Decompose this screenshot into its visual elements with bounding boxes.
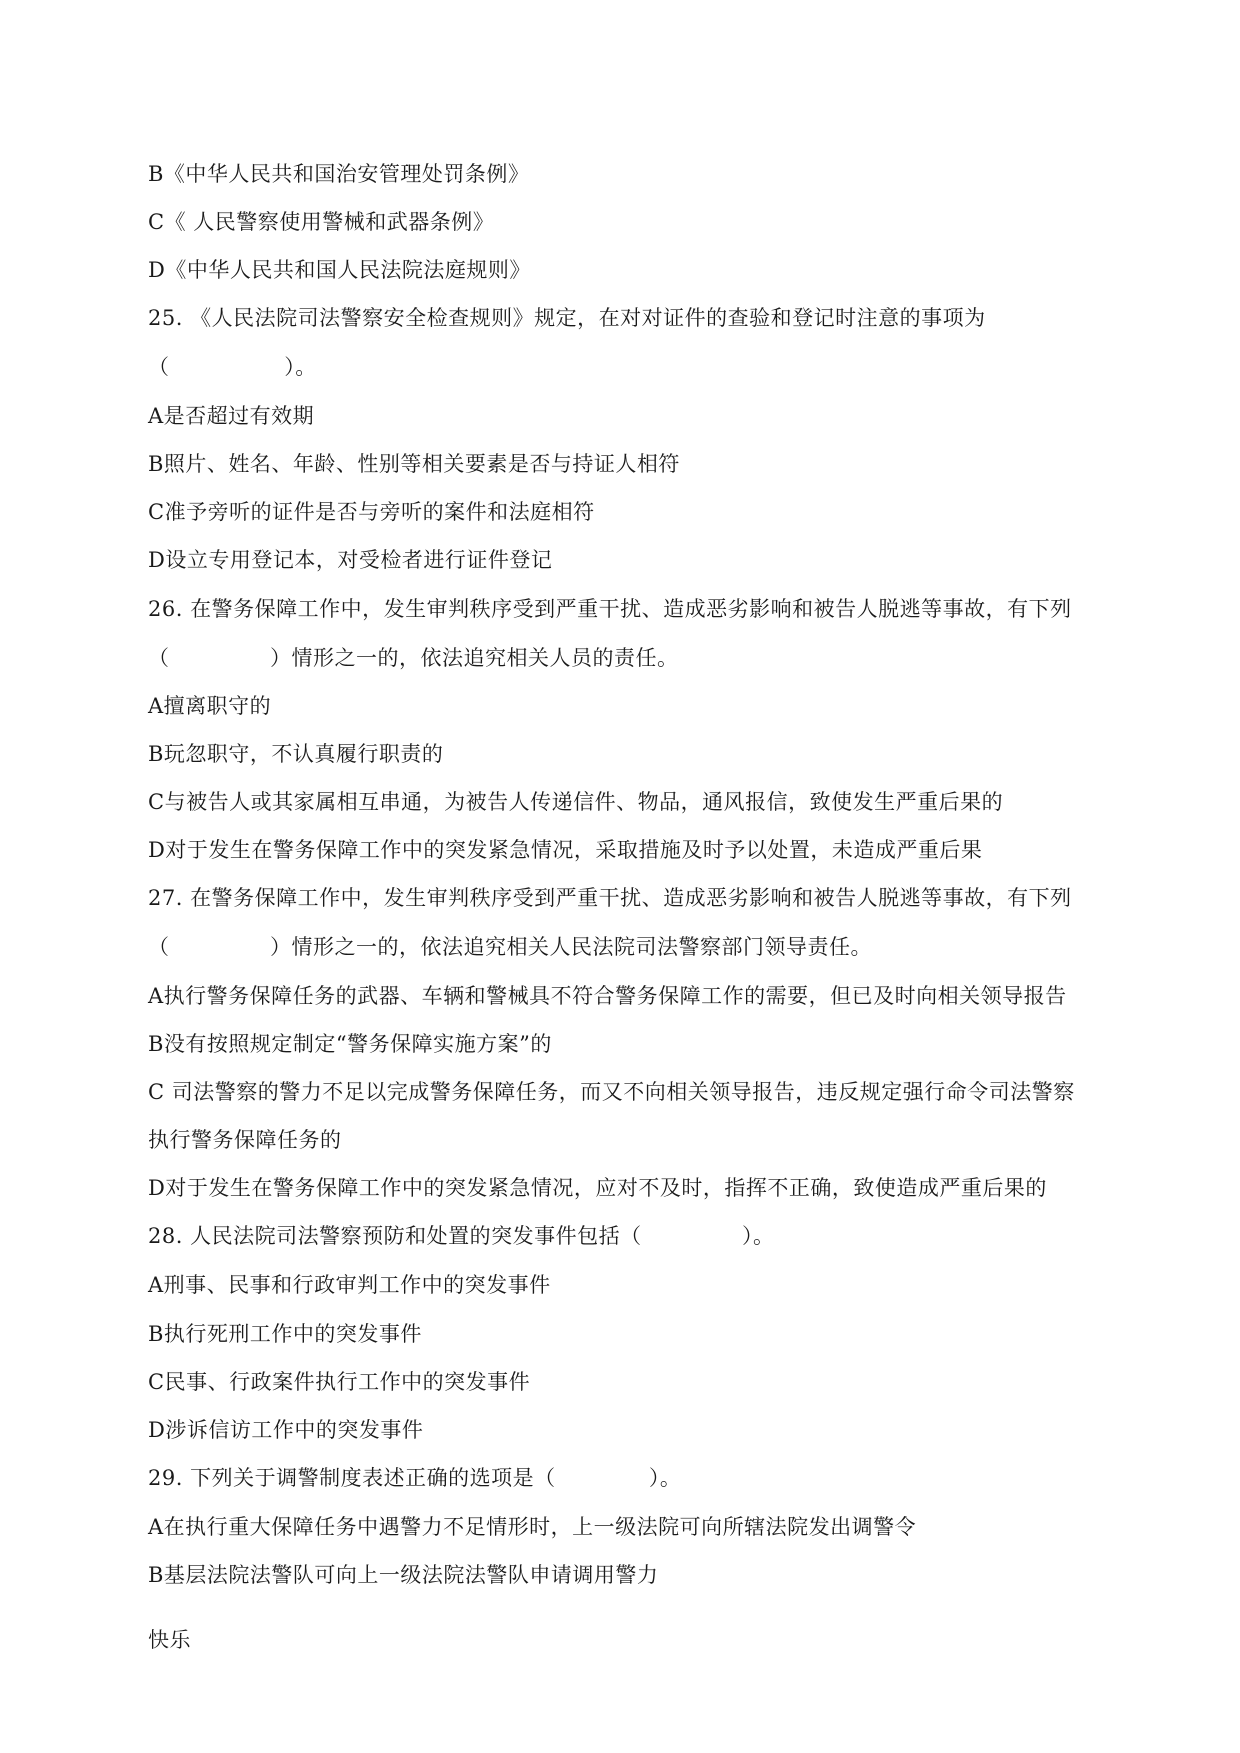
option-b-27: B没有按照规定制定“警务保障实施方案”的 xyxy=(148,1032,552,1056)
option-d-25: D设立专用登记本，对受检者进行证件登记 xyxy=(148,548,553,572)
option-d-24: D《中华人民共和国人民法院法庭规则》 xyxy=(148,258,531,282)
question-26-cont: （ ）情形之一的，依法追究相关人员的责任。 xyxy=(148,646,679,670)
question-27-cont: （ ）情形之一的，依法追究相关人民法院司法警察部门领导责任。 xyxy=(148,935,872,959)
option-c-24: C《 人民警察使用警械和武器条例》 xyxy=(148,210,495,234)
question-28: 28. 人民法院司法警察预防和处置的突发事件包括（ ）。 xyxy=(148,1224,775,1248)
option-b-24: B《中华人民共和国治安管理处罚条例》 xyxy=(148,162,530,186)
question-25: 25. 《人民法院司法警察安全检查规则》规定，在对对证件的查验和登记时注意的事项为 xyxy=(148,306,986,330)
option-a-28: A刑事、民事和行政审判工作中的突发事件 xyxy=(148,1273,551,1297)
option-c-27: C 司法警察的警力不足以完成警务保障任务，而又不向相关领导报告，违反规定强行命令司法警察 xyxy=(148,1080,1075,1104)
option-b-26: B玩忽职守，不认真履行职责的 xyxy=(148,742,444,766)
page-footer: 快乐 xyxy=(148,1628,191,1652)
option-b-25: B照片、姓名、年龄、性别等相关要素是否与持证人相符 xyxy=(148,452,680,476)
option-d-27: D对于发生在警务保障工作中的突发紧急情况，应对不及时，指挥不正确，致使造成严重后果的 xyxy=(148,1176,1047,1200)
question-27: 27. 在警务保障工作中，发生审判秩序受到严重干扰、造成恶劣影响和被告人脱逃等事故，有下列 xyxy=(148,886,1072,910)
option-d-26: D对于发生在警务保障工作中的突发紧急情况，采取措施及时予以处置，未造成严重后果 xyxy=(148,838,983,862)
option-c-27-cont: 执行警务保障任务的 xyxy=(148,1128,342,1152)
question-26: 26. 在警务保障工作中，发生审判秩序受到严重干扰、造成恶劣影响和被告人脱逃等事故，有下列 xyxy=(148,597,1072,621)
option-a-29: A在执行重大保障任务中遇警力不足情形时，上一级法院可向所辖法院发出调警令 xyxy=(148,1515,917,1539)
option-b-29: B基层法院法警队可向上一级法院法警队申请调用警力 xyxy=(148,1563,659,1587)
option-c-28: C民事、行政案件执行工作中的突发事件 xyxy=(148,1370,531,1394)
option-c-26: C与被告人或其家属相互串通，为被告人传递信件、物品，通风报信，致使发生严重后果的 xyxy=(148,790,1004,814)
question-29: 29. 下列关于调警制度表述正确的选项是（ ）。 xyxy=(148,1466,682,1490)
option-d-28: D涉诉信访工作中的突发事件 xyxy=(148,1418,424,1442)
option-b-28: B执行死刑工作中的突发事件 xyxy=(148,1322,422,1346)
question-25-blank: （ ）。 xyxy=(148,355,317,379)
option-a-25: A是否超过有效期 xyxy=(148,404,315,428)
option-c-25: C准予旁听的证件是否与旁听的案件和法庭相符 xyxy=(148,500,595,524)
option-a-27: A执行警务保障任务的武器、车辆和警械具不符合警务保障工作的需要，但已及时向相关领导报告 xyxy=(148,984,1067,1008)
option-a-26: A擅离职守的 xyxy=(148,694,272,718)
